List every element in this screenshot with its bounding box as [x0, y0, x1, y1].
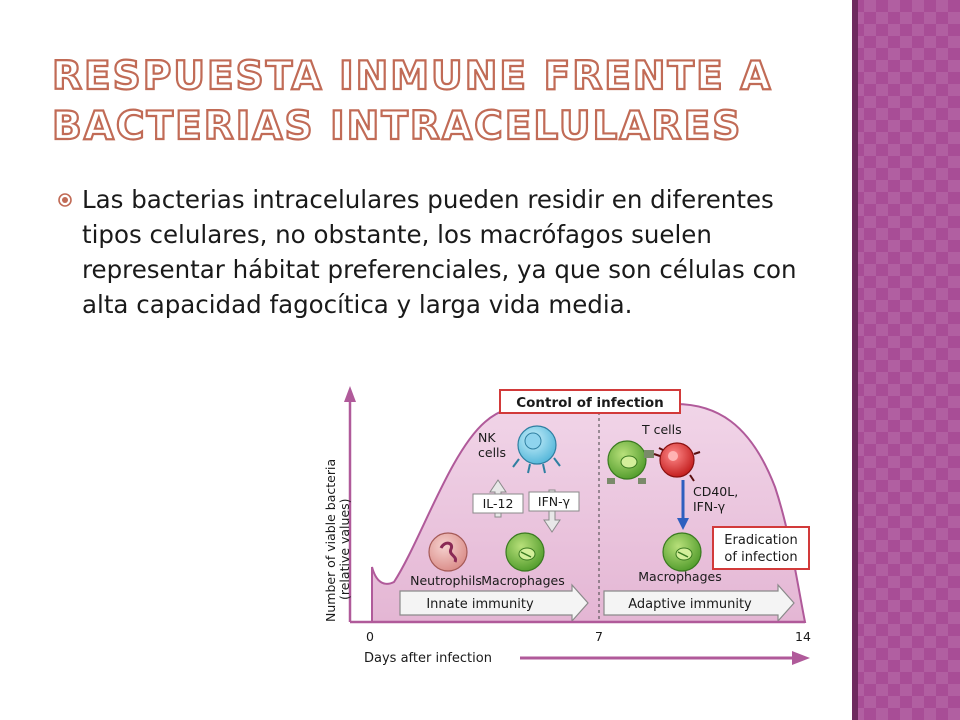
x-tick-7: 7 [595, 629, 603, 644]
neutrophil-icon [429, 533, 467, 571]
adaptive-immunity-arrow [604, 585, 794, 621]
macrophages-innate-label: Macrophages [481, 573, 565, 588]
macrophage-adaptive-icon [663, 533, 701, 571]
eradication-label-1: Eradication [724, 533, 798, 548]
slide-title [52, 52, 832, 152]
nk-label-1: NK [478, 430, 496, 445]
sidebar-edge [852, 0, 858, 720]
eradication-label-2: of infection [724, 550, 798, 565]
x-axis-arrow [520, 651, 810, 665]
y-axis-label [323, 459, 338, 622]
y-axis-label-line2: (relative values) [337, 498, 352, 600]
figure-svg [320, 382, 820, 672]
title-line-1: RESPUESTA INMUNE FRENTE A [52, 54, 773, 99]
immune-response-figure [320, 382, 820, 672]
neutrophils-label: Neutrophils [410, 573, 482, 588]
radio-bullet-icon [58, 182, 82, 322]
bullet-item [58, 182, 828, 322]
macrophages-adaptive-label: Macrophages [638, 569, 722, 584]
x-tick-0: 0 [366, 629, 374, 644]
innate-label: Innate immunity [426, 597, 534, 612]
y-axis-label-line1: Number of viable bacteria [323, 458, 338, 622]
x-axis-label: Days after infection [364, 651, 492, 666]
adaptive-label: Adaptive immunity [628, 597, 752, 612]
nk-label-2: cells [478, 445, 507, 460]
il12-label: IL-12 [482, 496, 514, 511]
bullet-text: Las bacterias intracelulares pueden residir en diferentes tipos celulares, no obstante, los macrófagos suelen representar hábitat preferenciales, ya que son células con alta capacidad fagocítica y larga vida media. [82, 185, 797, 319]
eradication-box [713, 527, 809, 569]
ifn-gamma-label: IFN-γ [537, 494, 571, 509]
control-label: Control of infection [516, 395, 664, 411]
bacteria-curve [372, 404, 805, 622]
t-cells-label: T cells [642, 422, 682, 437]
decorative-sidebar [852, 0, 960, 720]
cd40l-label-1: CD40L, [693, 484, 739, 499]
x-tick-14: 14 [795, 629, 811, 644]
y-axis-label-sub [337, 498, 352, 600]
cd40l-label-2: IFN-γ [693, 499, 726, 514]
title-line-2: BACTERIAS INTRACELULARES [52, 104, 743, 149]
innate-immunity-arrow [400, 585, 588, 621]
macrophage-innate-icon [506, 533, 544, 571]
control-of-infection-box [500, 390, 680, 413]
